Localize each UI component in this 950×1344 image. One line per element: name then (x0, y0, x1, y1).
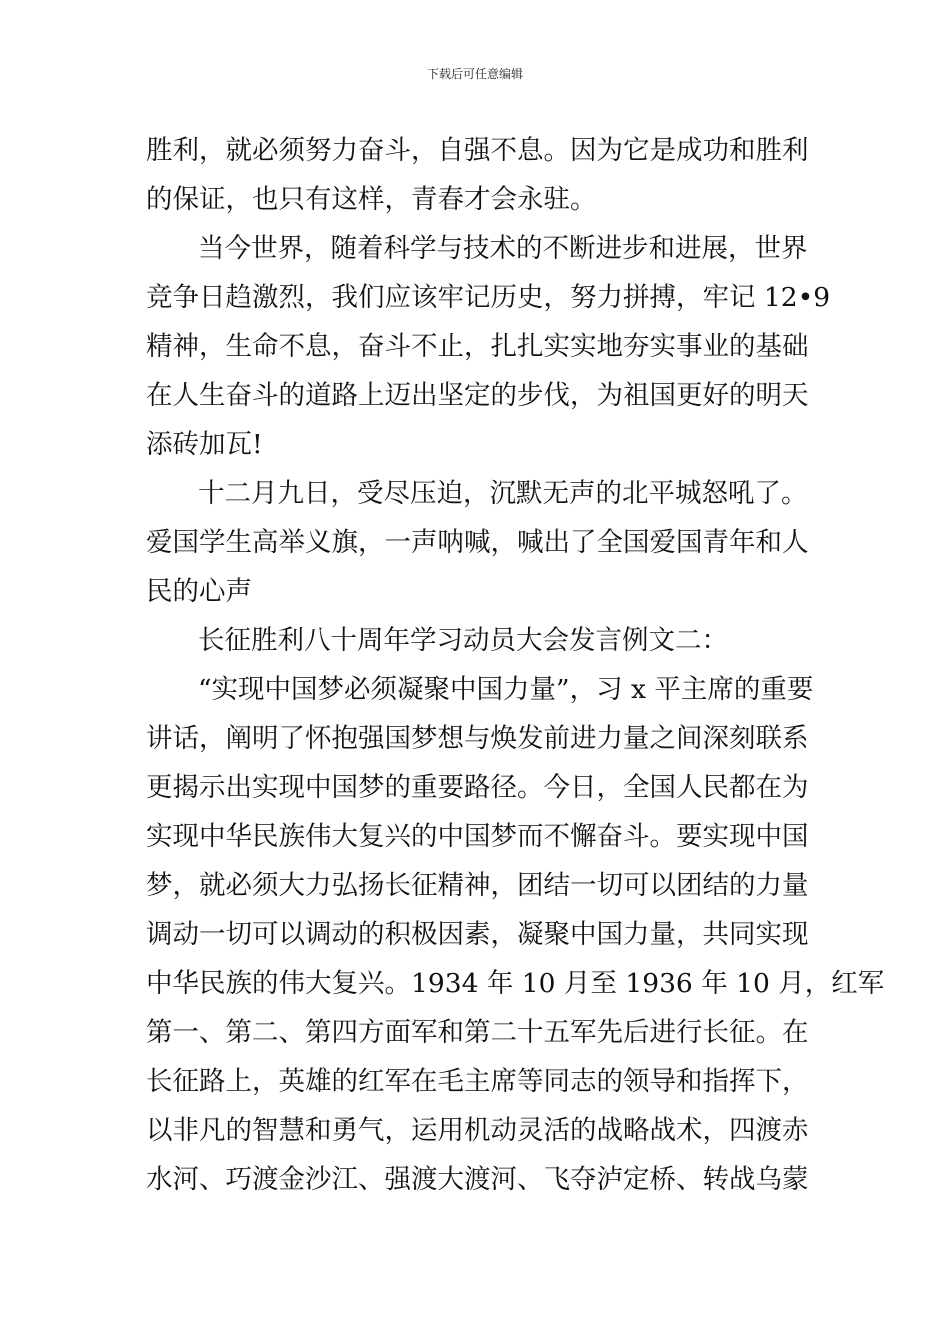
text-line: 中华民族的伟大复兴。1934 年 10 月至 1936 年 10 月，红军 (146, 968, 885, 999)
text-line: 更揭示出实现中国梦的重要路径。今日，全国人民都在为 (146, 772, 809, 803)
text-line: 调动一切可以调动的积极因素，凝聚中国力量，共同实现 (146, 919, 809, 950)
text-line: 精神，生命不息，奋斗不止，扎扎实实地夯实事业的基础 (146, 331, 809, 362)
text-line: 爱国学生高举义旗，一声呐喊，喊出了全国爱国青年和人 (146, 527, 809, 558)
text-line: 在人生奋斗的道路上迈出坚定的步伐，为祖国更好的明天 (146, 380, 809, 411)
text-line: 第一、第二、第四方面军和第二十五军先后进行长征。在 (146, 1017, 809, 1048)
text-line: 添砖加瓦! (146, 429, 263, 460)
text-line: 讲话，阐明了怀抱强国梦想与焕发前进力量之间深刻联系 (146, 723, 809, 754)
text-line: 竞争日趋激烈，我们应该牢记历史，努力拼搏，牢记 12•9 (146, 282, 831, 313)
paragraph-first-line: 十二月九日，受尽压迫，沉默无声的北平城怒吼了。 (198, 478, 808, 509)
text-line: 民的心声 (146, 576, 252, 607)
text-line: 水河、巧渡金沙江、强渡大渡河、飞夺泸定桥、转战乌蒙 (146, 1164, 809, 1195)
text-line: 胜利，就必须努力奋斗，自强不息。因为它是成功和胜利 (146, 135, 809, 166)
text-line: 梦，就必须大力弘扬长征精神，团结一切可以团结的力量 (146, 870, 809, 901)
section-heading: 长征胜利八十周年学习动员大会发言例文二： (198, 625, 728, 656)
paragraph-first-line: 当今世界，随着科学与技术的不断进步和进展，世界 (198, 233, 808, 264)
text-line: 实现中华民族伟大复兴的中国梦而不懈奋斗。要实现中国 (146, 821, 809, 852)
paragraph-first-line: “实现中国梦必须凝聚中国力量”，习 x 平主席的重要 (198, 674, 814, 705)
text-line: 的保证，也只有这样，青春才会永驻。 (146, 184, 597, 215)
text-line: 长征路上，英雄的红军在毛主席等同志的领导和指挥下， (146, 1066, 809, 1097)
document-body (146, 126, 885, 1204)
page-header: 下载后可任意编辑 (426, 67, 523, 81)
text-line: 以非凡的智慧和勇气，运用机动灵活的战略战术，四渡赤 (146, 1115, 809, 1146)
